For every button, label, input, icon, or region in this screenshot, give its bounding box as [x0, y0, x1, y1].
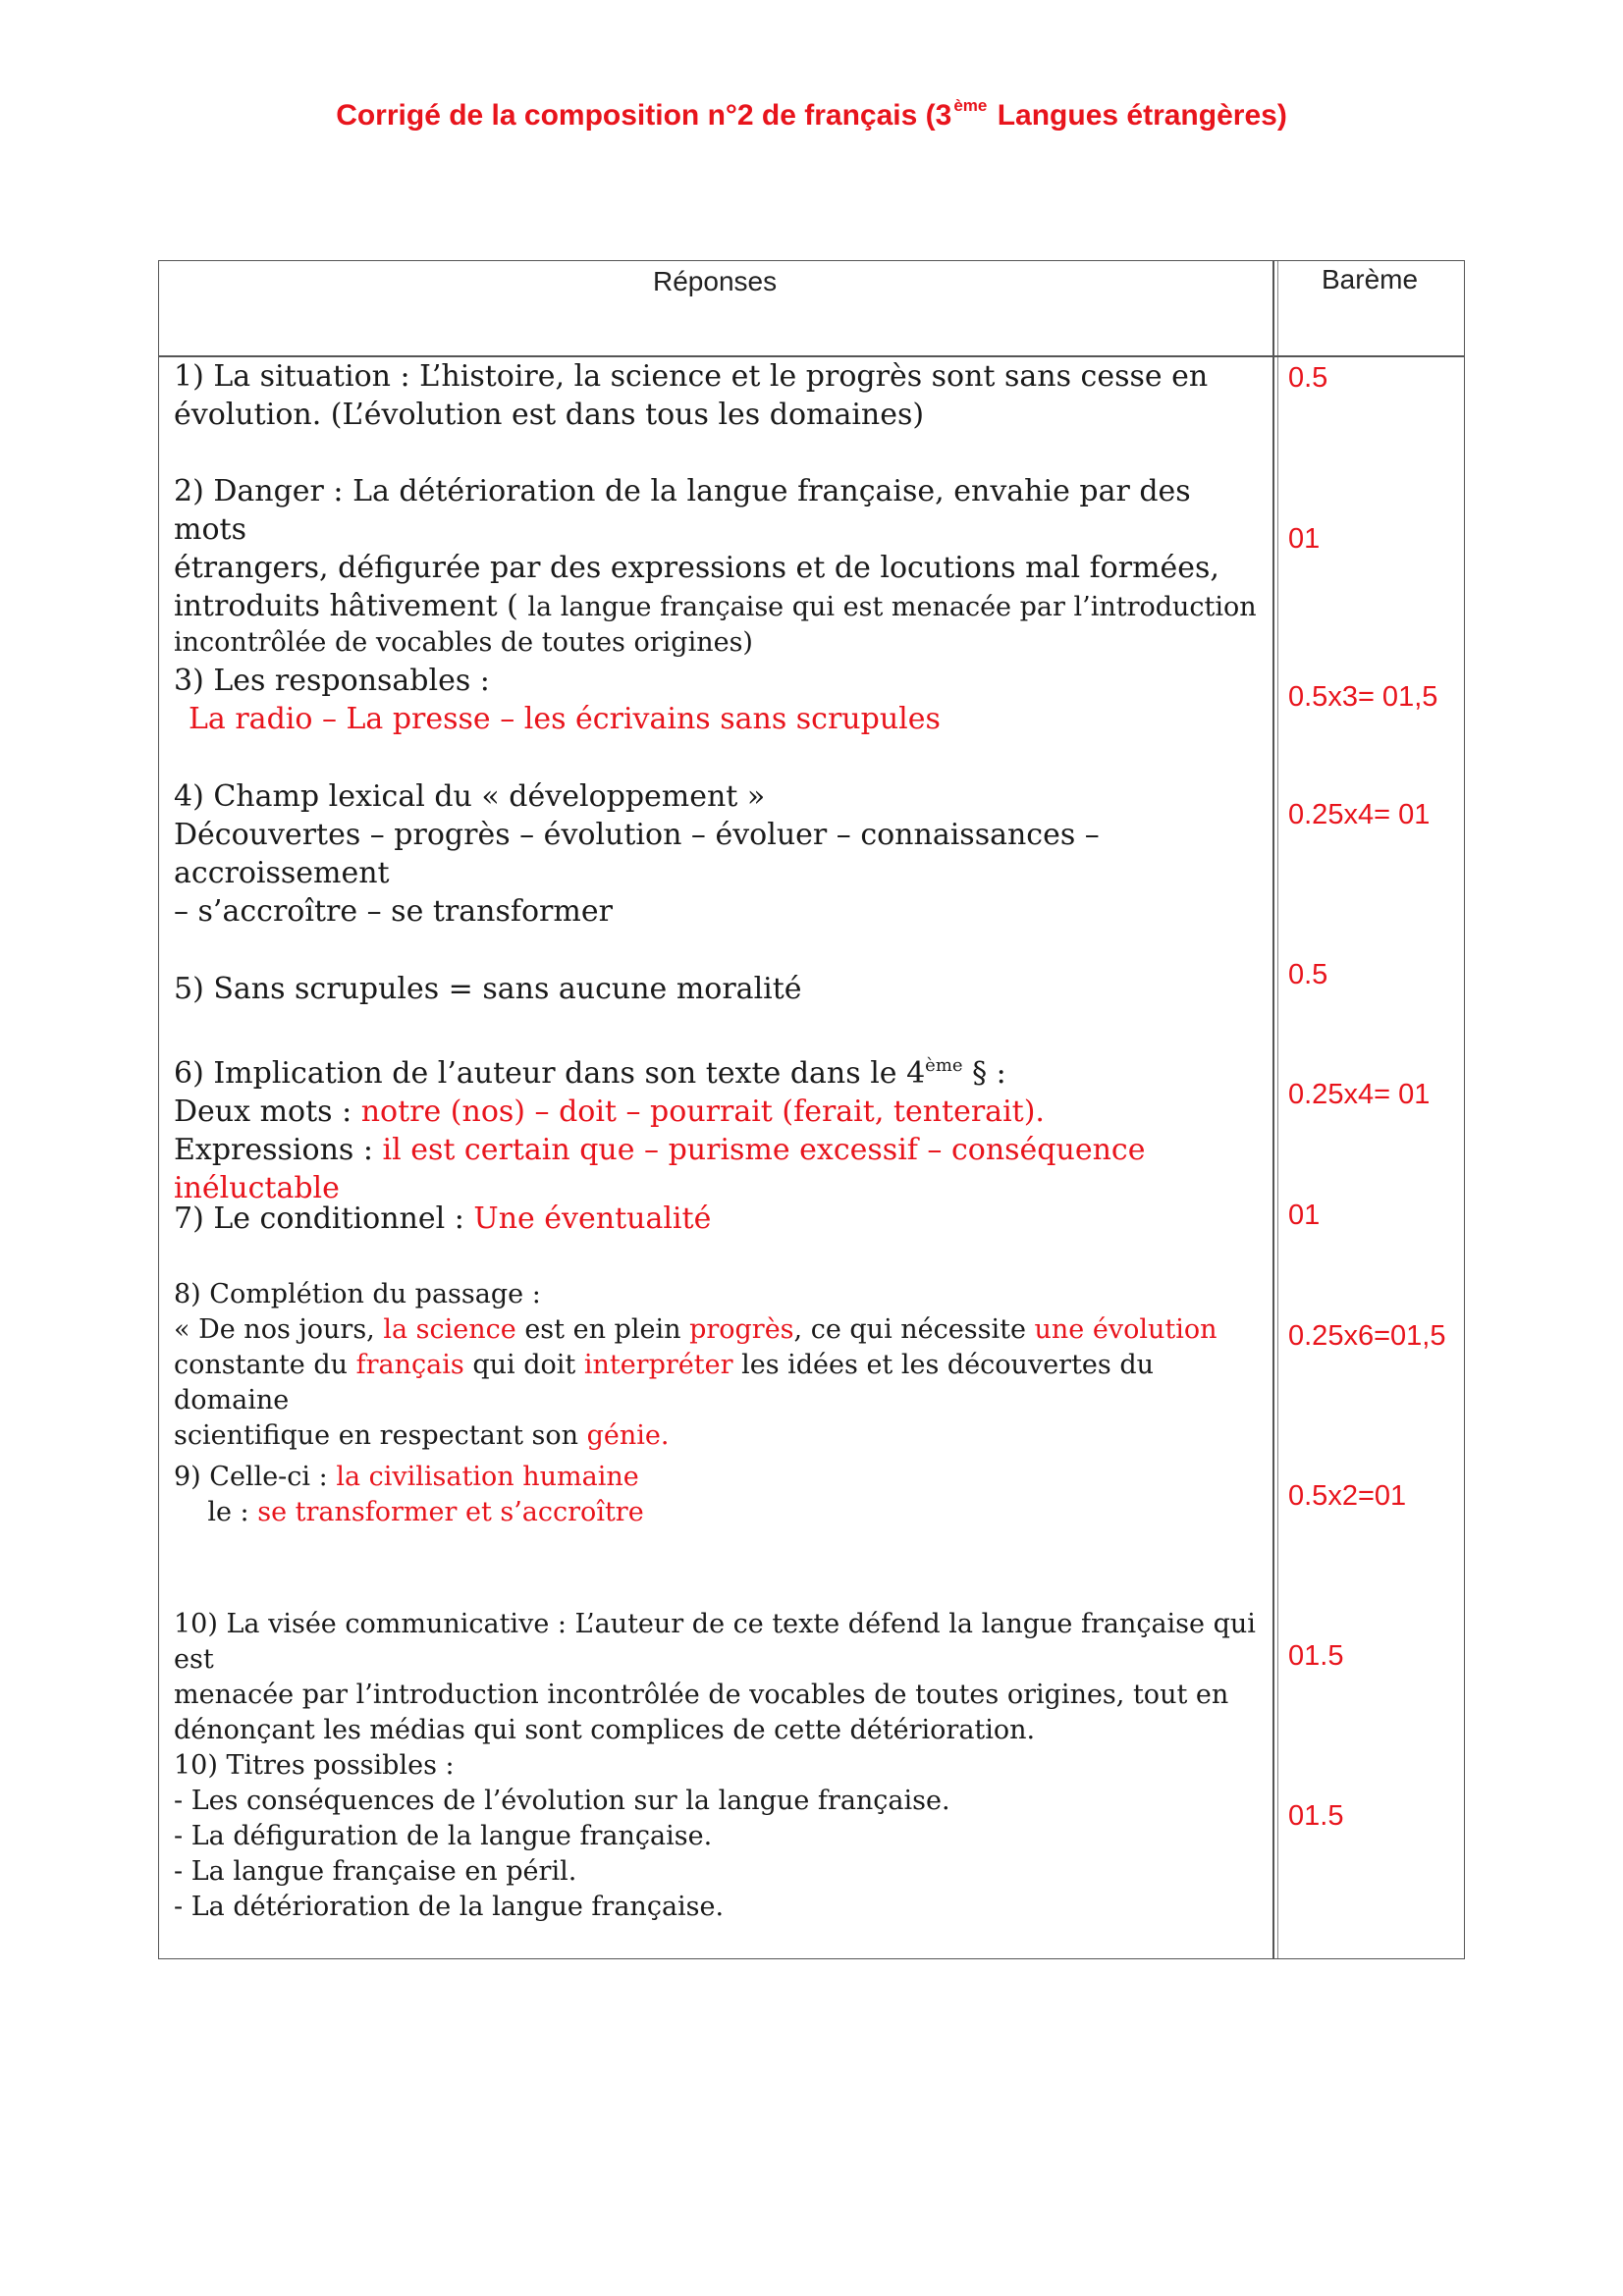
score-6: 0.25x4= 01: [1288, 1079, 1431, 1110]
answer-4: 4) Champ lexical du « développement » Découvertes – progrès – évolution – évoluer – connaissances – accroissement – s’accroître – se transformer: [174, 779, 1100, 929]
column-divider: [1272, 261, 1274, 1958]
score-1: 0.5: [1288, 362, 1328, 394]
answer-3: 3) Les responsables : La radio – La presse – les écrivains sans scrupules: [174, 664, 941, 736]
header-bareme: Barème: [1322, 264, 1419, 294]
answer-6: 6) Implication de l’auteur dans son texte dans le 4ème § : Deux mots : notre (nos) – doit – pourrait (ferait, tenterait). Expressions : il est certain que – purisme excessif – conséquence inéluctable: [174, 1055, 1146, 1205]
column-divider-inner: [1277, 261, 1278, 1958]
answer-9: 9) Celle-ci : la civilisation humaine le : se transformer et s’accroître: [174, 1462, 644, 1527]
page-title: Corrigé de la composition n°2 de français (3 $^{ème}$ Langues étrangères): [336, 96, 1287, 132]
answer-1: 1) La situation : L’histoire, la science et le progrès sont sans cesse en évolution. (L’évolution est dans tous les domaines): [174, 359, 1209, 432]
header-reponses: Réponses: [653, 266, 778, 296]
score-11: 01.5: [1288, 1800, 1344, 1832]
score-4: 0.25x4= 01: [1288, 799, 1431, 830]
score-9: 0.5x2=01: [1288, 1480, 1407, 1512]
answer-10: 10) La visée communicative : L’auteur de ce texte défend la langue française qui est menacée par l’introduction incontrôlée de vocables de toutes origines, tout en dénonçant les médias qui sont complices de cette détérioration.: [174, 1609, 1256, 1745]
answer-5: 5) Sans scrupules = sans aucune moralité: [174, 972, 802, 1006]
answer-11: 10) Titres possibles : - Les conséquences de l’évolution sur la langue française. - La défiguration de la langue française. - La langue française en péril. - La détérioration de la langue française.: [174, 1750, 950, 1922]
score-7: 01: [1288, 1200, 1321, 1231]
score-5: 0.5: [1288, 959, 1328, 990]
answer-7: 7) Le conditionnel : Une éventualité: [174, 1201, 712, 1236]
score-3: 0.5x3= 01,5: [1288, 681, 1438, 713]
answer-8: 8) Complétion du passage : « De nos jours, la science est en plein progrès, ce qui nécessite une évolution constante du français qui doit interpréter les idées et les découvertes du domaine scientifique en respectant son génie.: [174, 1279, 1217, 1451]
score-2: 01: [1288, 523, 1321, 555]
answer-table: [158, 260, 1465, 1959]
score-10: 01.5: [1288, 1640, 1344, 1672]
answer-2: 2) Danger : La détérioration de la langue française, envahie par des mots étrangers, défigurée par des expressions et de locutions mal formées, introduits hâtivement ( la langue française qui est menacée par l’introduction incontrôlée de vocables de toutes origines): [174, 474, 1257, 658]
score-8: 0.25x6=01,5: [1288, 1320, 1446, 1352]
